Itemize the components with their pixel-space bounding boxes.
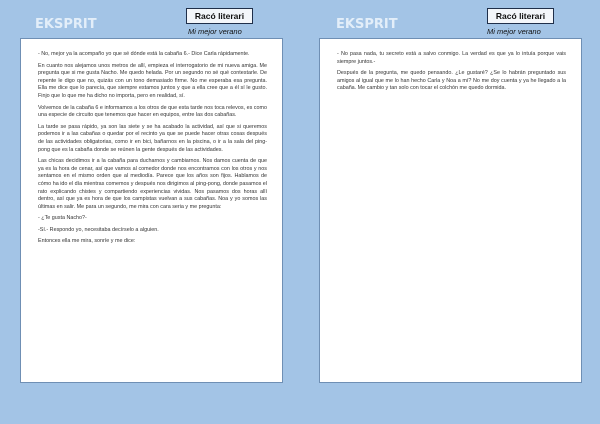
paragraph: En cuanto nos alejamos unos metros de allí, empieza el interrogatorio de mi nueva amiga. Me pregunta que si me gusta Nacho. Me quedo helada. Por un segundo no sé qué contestarle. De repente le digo que no, quizás con un tono demasiado firme. No me esperaba esa pregunta. Ella me dice que lo parecía, que siempre estamos juntos y que a ella cree que a él sí le gusto. Finjo que lo que me ha dicho no importa, pero en realidad, sí. [38,62,267,99]
section-title-right: Racó literari [487,8,554,24]
paragraph: -Sí.- Respondo yo, necesitaba decírselo a alguien. [38,226,159,233]
story-subtitle-left: Mi mejor verano [188,27,242,36]
paragraph: - ¿Te gusta Nacho?- [38,215,87,222]
story-subtitle-right: Mi mejor verano [487,27,541,36]
left-page [20,38,283,383]
section-title-left: Racó literari [186,8,253,24]
logo-text: EKSPRIT [35,17,97,32]
logo-text: EKSPRIT [336,17,398,32]
paragraph: Entonces ella me mira, sonríe y me dice: [38,238,136,245]
paragraph: Volvemos de la cabaña 6 e informamos a los otros de que esta tarde nos toca relevos, es como una especie de circuito que tenemos que hacer en equipos, entre las dos cabañas. [38,104,267,119]
right-page [319,38,582,383]
paragraph: La tarde se pasa rápido, ya son las siete y se ha acabado la actividad, así que si queremos podemos ir a las cabañas o quedar por el recinto ya que se puede hacer otras cosas después de las actividades obligatorias, como ir en bici, bañarnos en la piscina, o ir a la sala del ping-pong que es la cabaña donde se reúnen la gente después de las actividades. [38,123,267,153]
paragraph: - No pasa nada, tu secreto está a salvo conmigo. La verdad es que ya lo intuía porque vais siempre juntos.- [337,51,566,65]
paragraph: Las chicas decidimos ir a la cabaña para ducharnos y cambiarnos. Nos damos cuenta de que ya es la hora de cenar, así que vamos al comedor donde nos encontramos con los otros y nos sentamos en el mismo orden que al mediodía. Parece que los años son fijos. Hablamos de cómo ha ido el día mientras comemos y después nos dirigimos al ping-pong, donde pasamos el rato explicando chistes y compartiendo experiencias vividas. Nos pasamos dos horas allí dentro, así que ya es hora de que los campistas vuelvan a sus cabañas. Noa y yo somos las últimas en salir. Me para un segundo, me mira con cara seria y me pregunta: [38,158,267,210]
paragraph: - No, mejor ya la acompaño yo que sé dónde está la cabaña 6.- Dice Carla rápidamente. [38,51,250,57]
magazine-logo-right [336,10,398,32]
magazine-logo-left [35,10,97,32]
paragraph: Después de la pregunta, me quedo pensando. ¿Le gustaré? ¿Se lo habrán preguntado sus amigos al igual que me lo han hecho Carla y Noa a mí? No me doy cuenta y ya he llegado a la cabaña. Me cambio y tan solo con tocar el colchón me quedo dormida. [337,70,566,92]
